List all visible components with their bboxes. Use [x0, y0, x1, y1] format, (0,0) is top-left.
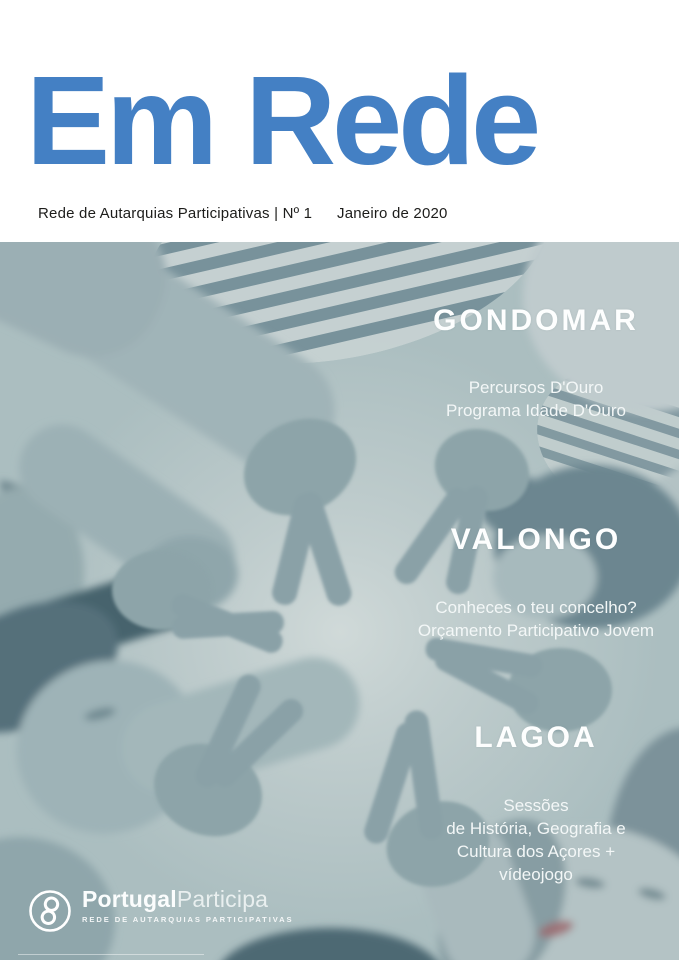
section-lagoa: [392, 721, 679, 755]
masthead-date: Janeiro de 2020: [337, 205, 448, 222]
description-line: Programa Idade D'Ouro: [446, 401, 626, 420]
section-gondomar: [392, 304, 679, 338]
description-line: de História, Geografia e: [446, 819, 626, 838]
brand-portugal: Portugal: [82, 886, 177, 912]
description-line: Orçamento Participativo Jovem: [417, 621, 655, 640]
footer-divider: [18, 954, 204, 955]
description-line: vídeojogo: [499, 865, 573, 884]
section-valongo: [392, 523, 679, 557]
portugal-participa-logo: [27, 886, 293, 934]
description-line: Sessões: [503, 796, 569, 815]
cover-photo: [0, 242, 679, 960]
description-line: Percursos D'Ouro: [468, 378, 604, 397]
section-lagoa-description: [392, 794, 679, 886]
description-line: Conheces o teu concelho?: [435, 598, 637, 617]
page-title: Em Rede: [26, 50, 538, 191]
brand-tagline: REDE DE AUTARQUIAS PARTICIPATIVAS: [82, 915, 294, 924]
masthead-subtitle: Rede de Autarquias Participativas | Nº 1: [38, 205, 313, 222]
municipality-title: VALONGO: [450, 523, 622, 556]
section-valongo-description: [392, 596, 679, 642]
description-line: Cultura dos Açores +: [456, 842, 616, 861]
portugal-participa-icon: [27, 888, 73, 934]
brand-participa: Participa: [176, 886, 269, 912]
municipality-title: GONDOMAR: [433, 304, 639, 337]
logo-text: [82, 886, 293, 924]
brand-wordmark: [82, 886, 293, 912]
municipality-title: LAGOA: [474, 721, 598, 754]
section-gondomar-description: [392, 376, 679, 422]
